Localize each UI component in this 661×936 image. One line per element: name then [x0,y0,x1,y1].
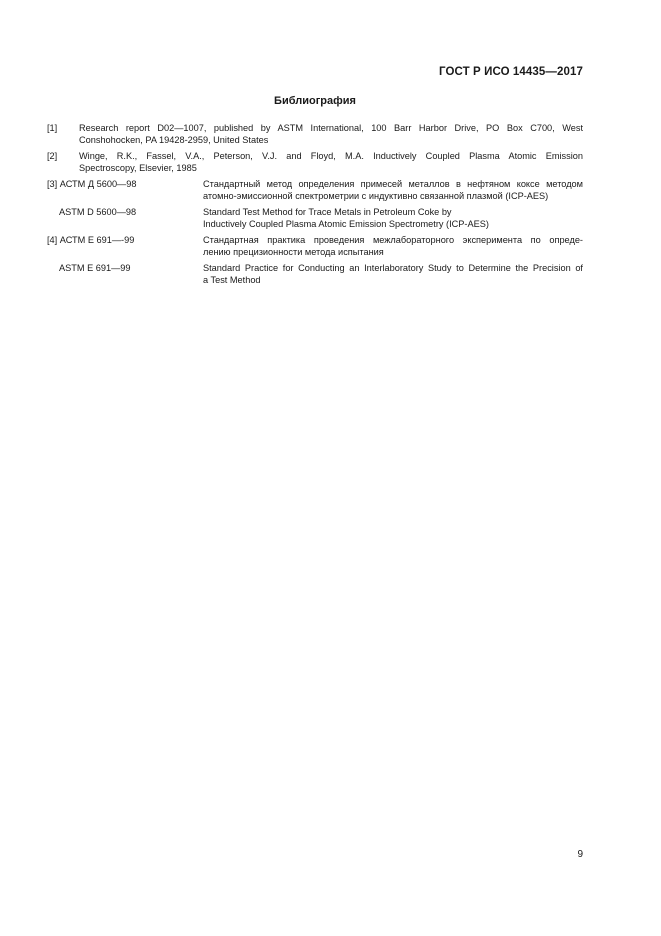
reference-text [79,122,583,146]
standard-entry-3-en [47,206,583,230]
standard-line: Standard Practice for Conducting an Interlaboratory Study to Determine the Precision of [203,263,583,273]
reference-number: [2] [47,151,58,161]
document-code: ГОСТ Р ИСО 14435—2017 [438,66,583,78]
reference-line: Winge, R.K., Fassel, V.A., Peterson, V.J. and Floyd, M.A. Inductively Coupled Plasma Atomic Emission [79,151,583,161]
standard-text [203,234,583,258]
standard-text [203,178,583,202]
reference-entry-1 [47,122,583,146]
reference-line: Research report D02—1007, published by ASTM International, 100 Barr Harbor Drive, PO Box C700, West [79,123,583,133]
reference-text [79,150,583,174]
standard-line: Inductively Coupled Plasma Atomic Emission Spectrometry (ICP-AES) [203,219,489,229]
reference-number: [1] [47,123,58,133]
reference-line: Spectroscopy, Elsevier, 1985 [79,163,197,173]
standard-line: Standard Test Method for Trace Metals in Petroleum Coke by [203,207,452,217]
standard-entry-4-en [47,262,583,286]
bibliography-list [47,122,583,290]
standard-line: Стандартная практика проведения межлабораторного эксперимента по опреде- [203,235,583,245]
standard-code: ASTM D 5600—98 [59,207,137,217]
standard-line: a Test Method [203,275,261,285]
standard-code: [4] АСТМ Е 691—-99 [47,235,135,245]
page-number: 9 [577,849,583,860]
page-title: Библиография [274,95,356,107]
standard-line: лению прецизионности метода испытания [203,247,384,257]
standard-entry-3-ru [47,178,583,202]
standard-code: [3] АСТМ Д 5600—98 [47,179,137,189]
standard-text [203,206,583,230]
standard-text [203,262,583,286]
standard-code: ASTM E 691—99 [59,263,131,273]
reference-line: Conshohocken, PA 19428-2959, United States [79,135,269,145]
standard-line: Стандартный метод определения примесей металлов в нефтяном коксе методом [203,179,583,189]
reference-entry-2 [47,150,583,174]
standard-entry-4-ru [47,234,583,258]
standard-line: атомно-эмиссионной спектрометрии с индуктивно связанной плазмой (ICP-AES) [203,191,549,201]
